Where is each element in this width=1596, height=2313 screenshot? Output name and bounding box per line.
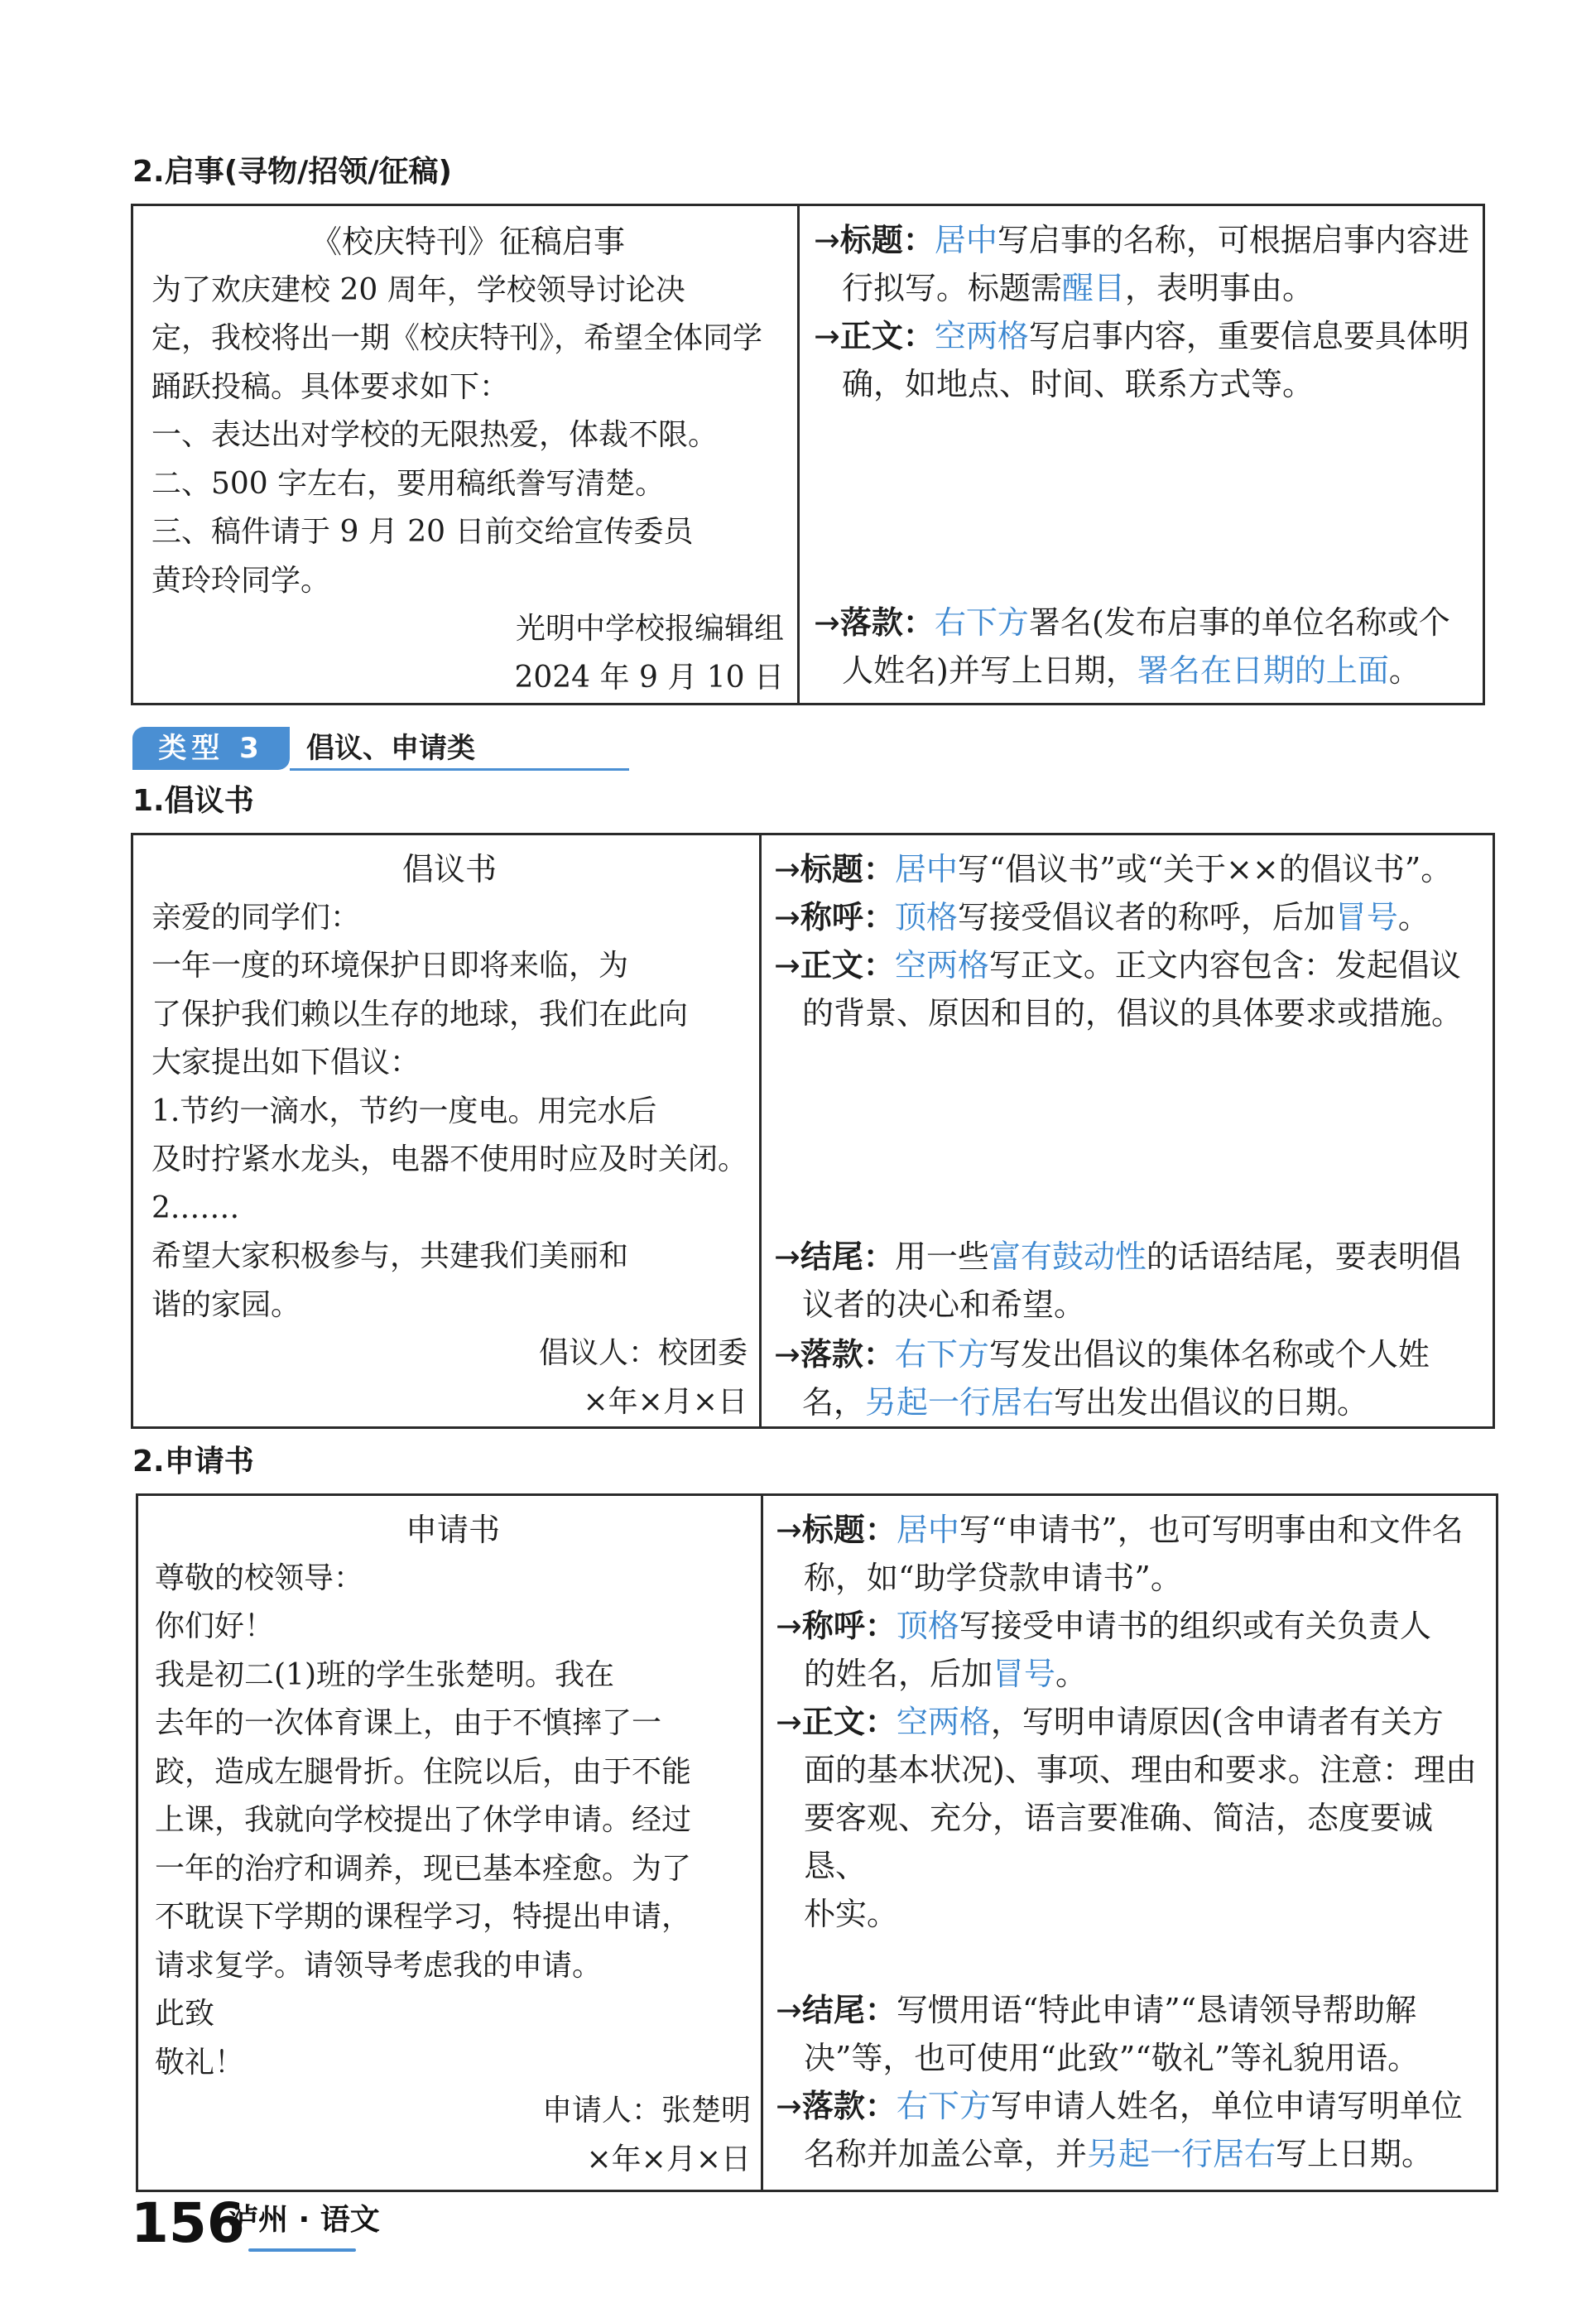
sample-signer: 倡议人：校团委	[538, 1336, 748, 1370]
sample-line: 跤，造成左腿骨折。住院以后，由于不能	[155, 1754, 692, 1789]
note-ending: →结尾：写惯用语“特此申请”“恳请领导帮助解 决”等，也可使用“此致”“敬礼”等礼貌用语。	[776, 1992, 1420, 2076]
sample-greeting: 亲爱的同学们：	[151, 900, 361, 935]
section-heading-application: 2.申请书	[132, 1445, 254, 1479]
sample-line: 了保护我们赖以生存的地球，我们在此向	[151, 997, 689, 1031]
note-title: →标题：居中写“倡议书”或“关于××的倡议书”。	[774, 851, 1453, 887]
sample-line: 为了欢庆建校 20 周年，学校领导讨论决	[151, 272, 685, 307]
section-heading-notice: 2.启事(寻物/招领/征稿)	[132, 155, 452, 189]
sample-line: 我是初二(1)班的学生张楚明。我在	[155, 1657, 614, 1692]
note-title: →标题：居中写启事的名称，可根据启事内容进 行拟写。标题需醒目，表明事由。	[814, 222, 1469, 306]
type-banner	[132, 727, 662, 773]
sample-date: ×年×月×日	[586, 2142, 751, 2176]
note-greeting: →称呼：顶格写接受申请书的组织或有关负责人 的姓名，后加冒号。	[776, 1608, 1431, 1692]
note-signature: →落款：右下方写发出倡议的集体名称或个人姓 名，另起一行居右写出发出倡议的日期。	[774, 1336, 1430, 1421]
sample-line: 踊跃投稿。具体要求如下：	[151, 369, 510, 404]
sample-signer: 光明中学校报编辑组	[515, 612, 784, 646]
footer-underline	[248, 2248, 356, 2252]
note-body: →正文：空两格，写明申请原因(含申请者有关方 面的基本状况)、事项、理由和要求。注意：理由 要客观、充分，语言要准确、简洁，态度要诚恳、 朴实。	[776, 1704, 1477, 1932]
sample-line: 去年的一次体育课上，由于不慎摔了一	[155, 1706, 662, 1740]
note-signature: →落款：右下方写申请人姓名，单位申请写明单位 名称并加盖公章，并另起一行居右写上日期。	[776, 2088, 1463, 2172]
sample-signer: 申请人：张楚明	[541, 2094, 751, 2128]
sample-line: 不耽误下学期的课程学习，特提出申请，	[155, 1900, 692, 1934]
sample-line: 谐的家园。	[151, 1287, 301, 1322]
sample-line: 三、稿件请于 9 月 20 日前交给宣传委员	[151, 515, 694, 549]
sample-title: 倡议书	[401, 851, 497, 887]
sample-date: 2024 年 9 月 10 日	[514, 660, 784, 695]
sample-date: ×年×月×日	[583, 1384, 748, 1419]
sample-line: 及时拧紧水龙头，电器不使用时应及时关闭。	[151, 1142, 748, 1176]
note-signature: →落款：右下方署名(发布启事的单位名称或个 人姓名)并写上日期，署名在日期的上面。	[814, 604, 1450, 689]
sample-line: 黄玲玲同学。	[151, 563, 331, 598]
note-body: →正文：空两格写正文。正文内容包含：发起倡议 的背景、原因和目的，倡议的具体要求或措施。	[774, 947, 1464, 1031]
page-number: 156	[131, 2191, 245, 2255]
example-box-notice	[131, 204, 1485, 705]
sample-line: 敬礼！	[155, 2045, 245, 2080]
sample-line: 一年一度的环境保护日即将来临，为	[151, 949, 629, 983]
note-greeting: →称呼：顶格写接受倡议者的称呼，后加冒号。	[774, 899, 1430, 935]
sample-text-proposal	[151, 845, 748, 1426]
sample-line: 一年的治疗和调养，现已基本痊愈。为了	[155, 1851, 692, 1886]
sample-title: 申请书	[405, 1512, 500, 1548]
sample-text-notice	[151, 218, 784, 702]
sample-line: 二、500 字左右，要用稿纸誊写清楚。	[151, 466, 666, 501]
note-ending: →结尾：用一些富有鼓动性的话语结尾，要表明倡 议者的决心和希望。	[774, 1238, 1461, 1323]
sample-title: 《校庆特刊》征稿启事	[310, 224, 625, 260]
sample-line: 希望大家积极参与，共建我们美丽和	[151, 1239, 629, 1273]
footer-subject: 泸州 · 语文	[228, 2203, 380, 2237]
sample-greeting: 尊敬的校领导：	[155, 1560, 364, 1595]
sample-line: 1.节约一滴水，节约一度电。用完水后	[151, 1094, 657, 1128]
sample-line: 大家提出如下倡议：	[151, 1046, 421, 1080]
sample-line: 请求复学。请领导考虑我的申请。	[155, 1948, 603, 1983]
sample-line: 2.……	[151, 1190, 240, 1225]
sample-line: 一、表达出对学校的无限热爱，体裁不限。	[151, 418, 719, 452]
example-box-proposal	[131, 833, 1495, 1429]
sample-text-application	[155, 1506, 751, 2184]
sample-line: 定，我校将出一期《校庆特刊》，希望全体同学	[151, 321, 763, 355]
sample-line: 此致	[155, 1997, 215, 2031]
example-box-application	[136, 1493, 1498, 2192]
type-title: 倡议、申请类	[306, 732, 475, 765]
sample-line: 你们好！	[155, 1609, 275, 1643]
note-title: →标题：居中写“申请书”，也可写明事由和文件名 称，如“助学贷款申请书”。	[776, 1512, 1464, 1596]
type-badge: 类型 3	[132, 727, 290, 770]
section-heading-proposal: 1.倡议书	[132, 784, 254, 818]
sample-line: 上课，我就向学校提出了休学申请。经过	[155, 1803, 692, 1837]
note-body: →正文：空两格写启事内容，重要信息要具体明 确，如地点、时间、联系方式等。	[814, 318, 1469, 402]
